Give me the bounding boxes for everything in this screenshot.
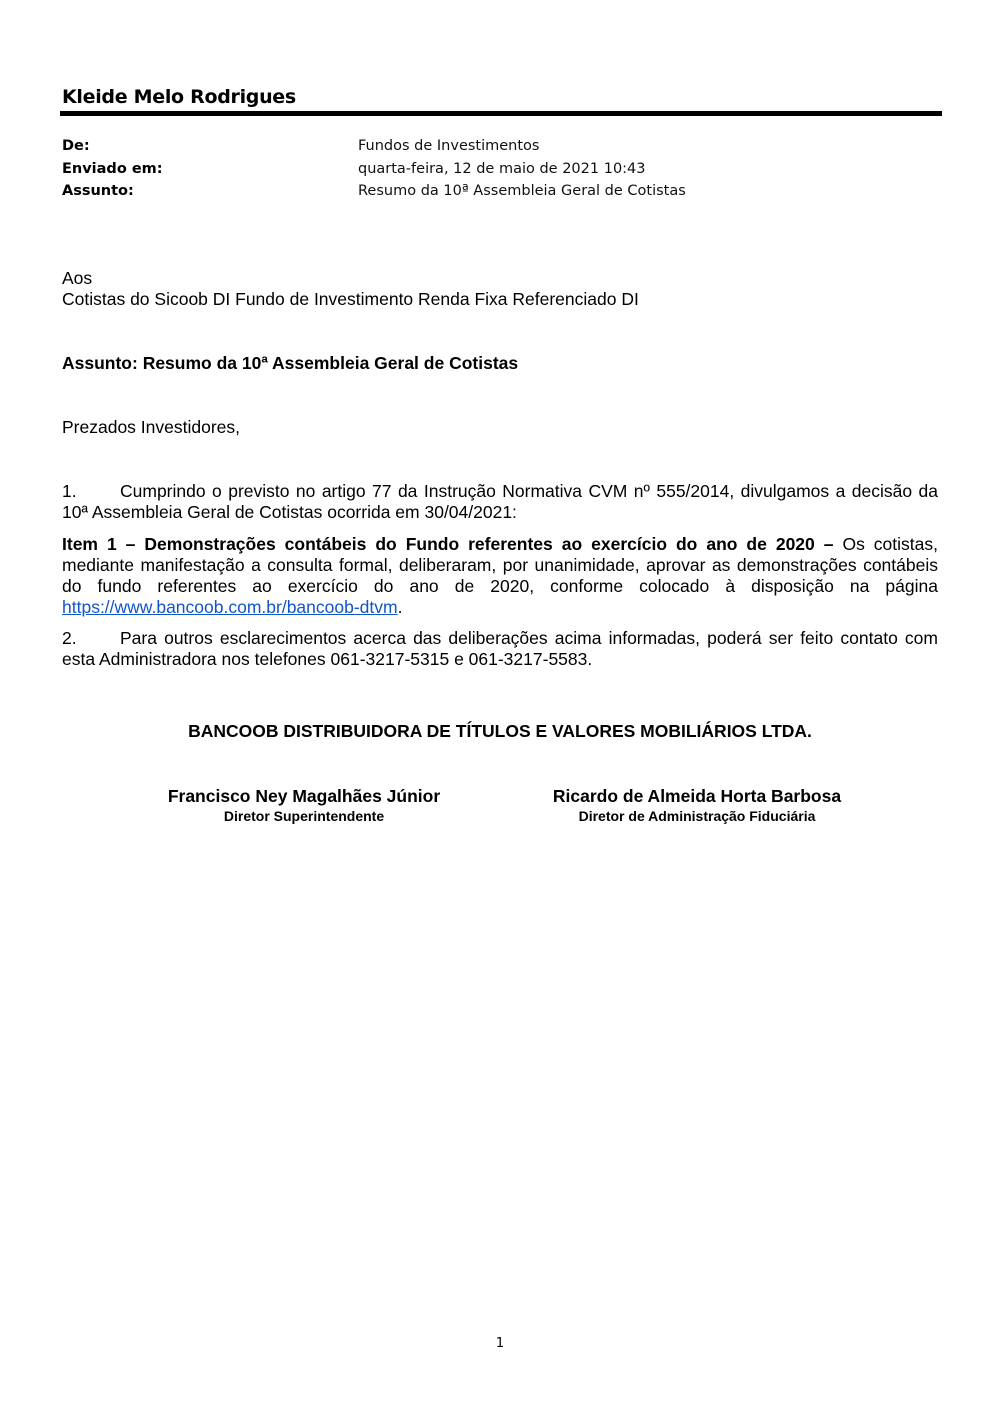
subject-label: Assunto: [62,183,134,200]
item-1-text: Os cotistas, mediante manifestação a consulta formal, deliberaram, por unanimidade, aprovar as demonstrações contábeis do fundo referentes ao exercício do ano de 2020, conforme colocado à disposição na página [62,534,938,596]
bancoob-dtvm-link[interactable]: https://www.bancoob.com.br/bancoob-dtvm [62,597,398,617]
meta-row-from [62,135,686,158]
paragraph-2-number: 2. [62,628,77,648]
greeting: Prezados Investidores, [62,417,241,437]
sender-name: Kleide Melo Rodrigues [62,86,296,108]
from-value: Fundos de Investimentos [358,138,540,155]
signatory-2-name: Ricardo de Almeida Horta Barbosa [552,786,842,806]
page-number: 1 [495,1336,505,1351]
signatory-1-name: Francisco Ney Magalhães Júnior [167,786,441,806]
header-divider [60,111,942,116]
item-1 [62,534,938,618]
paragraph-1-number: 1. [62,481,77,501]
paragraph-1-text: Cumprindo o previsto no artigo 77 da Instrução Normativa CVM nº 555/2014, divulgamos a decisão da 10ª Assembleia Geral de Cotistas ocorrida em 30/04/2021: [62,481,938,522]
sent-label: Enviado em: [62,160,163,177]
signatory-1 [144,786,464,825]
meta-row-subject [62,180,686,203]
from-label: De: [62,138,90,155]
item-1-heading: Item 1 – Demonstrações contábeis do Fundo referentes ao exercício do ano de 2020 – [62,534,834,554]
salutation [62,268,938,310]
letter-subject: Assunto: Resumo da 10ª Assembleia Geral de Cotistas [62,353,519,373]
salutation-line-2: Cotistas do Sicoob DI Fundo de Investimento Renda Fixa Referenciado DI [62,289,639,309]
sent-value: quarta-feira, 12 de maio de 2021 10:43 [358,160,646,177]
salutation-line-1: Aos [62,268,93,288]
subject-value: Resumo da 10ª Assembleia Geral de Cotistas [358,183,686,200]
paragraph-2-text: Para outros esclarecimentos acerca das deliberações acima informadas, poderá ser feito contato com esta Administradora nos telefones 061-3217-5315 e 061-3217-5583. [62,628,938,669]
signatory-2-title: Diretor de Administração Fiduciária [578,808,816,824]
paragraph-2 [62,628,938,670]
signatory-1-title: Diretor Superintendente [223,808,385,824]
company-name: BANCOOB DISTRIBUIDORA DE TÍTULOS E VALORES MOBILIÁRIOS LTDA. [188,721,812,741]
paragraph-1 [62,481,938,523]
email-metadata [62,135,686,203]
signatory-2 [527,786,867,825]
meta-row-sent [62,158,686,181]
item-1-end: . [397,597,403,617]
